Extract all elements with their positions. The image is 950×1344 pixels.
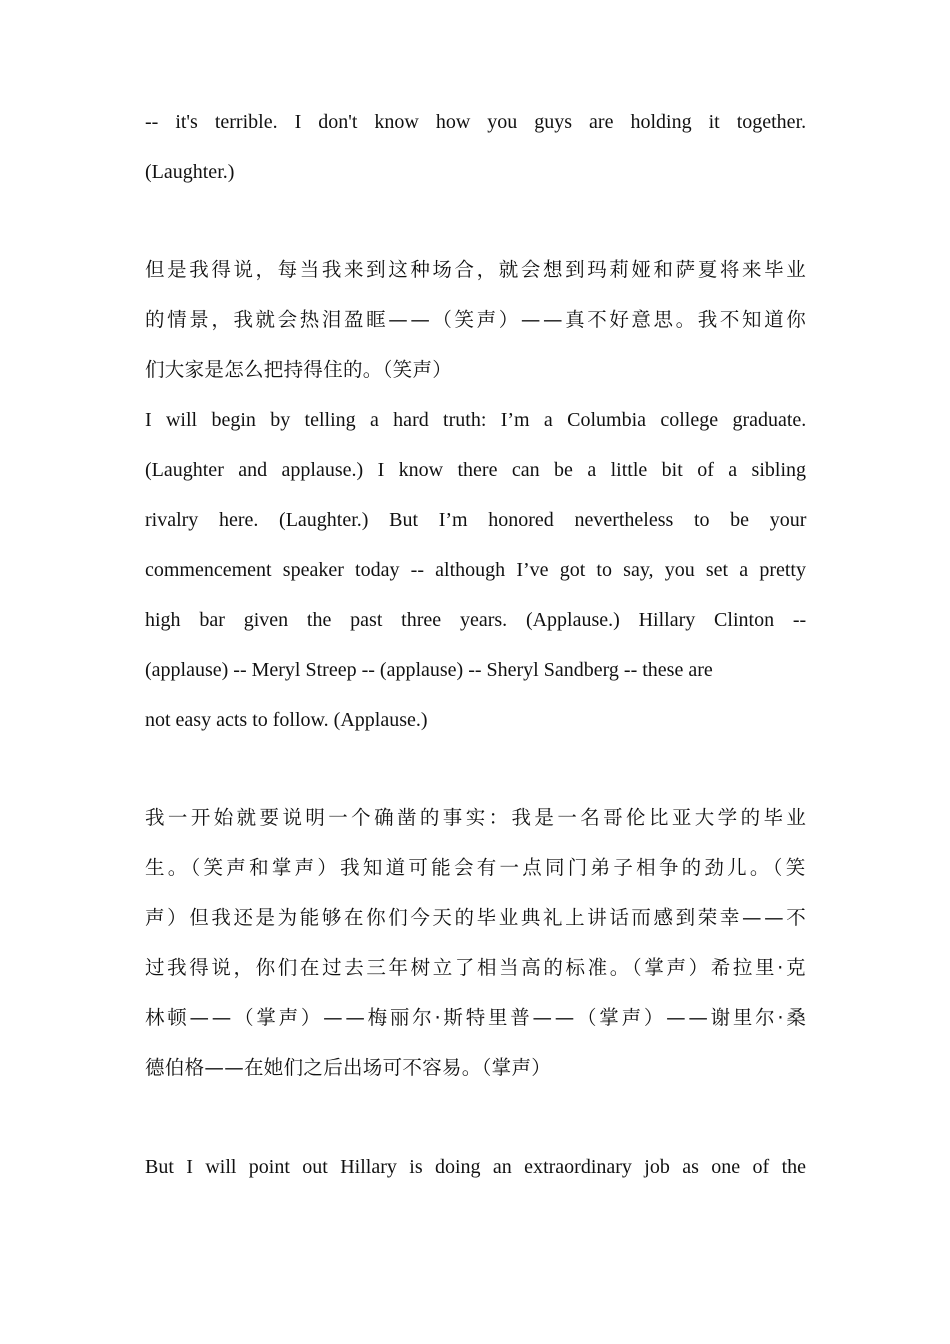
text-line: -- it's terrible. I don't know how you guys are holding it together. (145, 111, 807, 133)
paragraph-zh-1 (145, 245, 809, 395)
text-line: 过我得说，你们在过去三年树立了相当高的标准。（掌声）希拉里·克 (145, 956, 809, 979)
text-line: 们大家是怎么把持得住的。（笑声） (145, 358, 453, 381)
text-line: 但是我得说，每当我来到这种场合，就会想到玛莉娅和萨夏将来毕业 (145, 258, 809, 281)
text-line: But I will point out Hillary is doing an extraordinary job as one of the (145, 1156, 806, 1178)
text-line: 生。（笑声和掌声）我知道可能会有一点同门弟子相争的劲儿。（笑 (145, 856, 809, 879)
paragraph-en-1 (145, 97, 806, 197)
text-line: (Laughter.) (145, 161, 235, 183)
paragraph-zh-2 (145, 793, 810, 1093)
text-line: rivalry here. (Laughter.) But I’m honored nevertheless to be your (145, 509, 807, 531)
text-line: 林顿——（掌声）——梅丽尔·斯特里普——（掌声）——谢里尔·桑 (145, 1006, 809, 1029)
text-line: 我一开始就要说明一个确凿的事实：我是一名哥伦比亚大学的毕业 (145, 806, 810, 829)
text-line: 声）但我还是为能够在你们今天的毕业典礼上讲话而感到荣幸——不 (145, 906, 809, 929)
text-line: high bar given the past three years. (Applause.) Hillary Clinton -- (145, 609, 807, 631)
text-line: 的情景，我就会热泪盈眶——（笑声）——真不好意思。我不知道你 (145, 308, 809, 331)
text-line: (applause) -- Meryl Streep -- (applause) -- Sheryl Sandberg -- these are (145, 659, 713, 681)
text-line: 德伯格——在她们之后出场可不容易。（掌声） (145, 1056, 552, 1079)
text-line: not easy acts to follow. (Applause.) (145, 709, 428, 731)
paragraph-en-3 (145, 1142, 806, 1192)
text-line: (Laughter and applause.) I know there can be a little bit of a sibling (145, 459, 806, 481)
paragraph-en-2 (145, 395, 806, 745)
text-line: I will begin by telling a hard truth: I’m a Columbia college graduate. (145, 409, 807, 431)
text-line: commencement speaker today -- although I’ve got to say, you set a pretty (145, 559, 806, 581)
